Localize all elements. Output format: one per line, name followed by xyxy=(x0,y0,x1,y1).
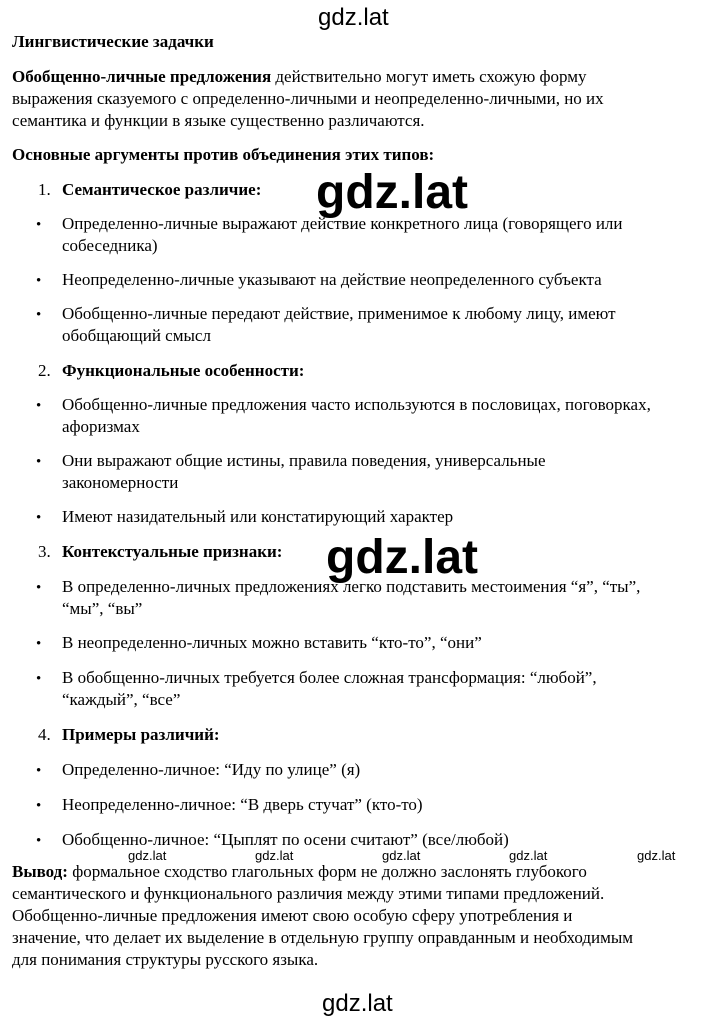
watermark-small: gdz.lat xyxy=(255,848,294,863)
watermark-top: gdz.lat xyxy=(318,4,389,31)
bullet-icon: • xyxy=(36,454,42,470)
bullet-icon: • xyxy=(36,763,42,779)
intro-line-3: семантика и функции в языке существенно различаются. xyxy=(12,111,425,130)
section-label: Контекстуальные признаки: xyxy=(62,542,283,561)
bullet-icon: • xyxy=(36,671,42,687)
watermark-large: gdz.lat xyxy=(316,166,468,219)
bullet-icon: • xyxy=(36,833,42,849)
bullet-icon: • xyxy=(36,398,42,414)
section-number: 3. xyxy=(38,542,51,561)
conclusion-line-3: Обобщенно-личные предложения имеют свою особую сферу употребления и xyxy=(12,906,573,925)
bullet-icon: • xyxy=(36,580,42,596)
document-title: Лингвистические задачки xyxy=(12,32,214,51)
section-number: 2. xyxy=(38,361,51,380)
list-item-line: закономерности xyxy=(62,473,179,492)
bullet-icon: • xyxy=(36,273,42,289)
bullet-icon: • xyxy=(36,636,42,652)
conclusion-line-1-text: формальное сходство глагольных форм не должно заслонять глубокого xyxy=(67,862,587,881)
conclusion-label: Вывод: xyxy=(12,862,68,881)
section-label: Примеры различий: xyxy=(62,725,220,744)
conclusion-line-1 xyxy=(12,861,712,883)
list-item-line: Неопределенно-личные указывают на действие неопределенного субъекта xyxy=(62,270,602,289)
list-item-line: Имеют назидательный или констатирующий характер xyxy=(62,507,454,526)
bullet-icon: • xyxy=(36,798,42,814)
conclusion-line-2: семантического и функционального различия между этими типами предложений. xyxy=(12,884,605,903)
conclusion-line-5: для понимания структуры русского языка. xyxy=(12,950,319,969)
list-item-line: Определенно-личное: “Иду по улице” (я) xyxy=(62,760,361,779)
watermark-small: gdz.lat xyxy=(382,848,421,863)
watermark-large: gdz.lat xyxy=(326,531,478,584)
list-item-line: В неопределенно-личных можно вставить “кто-то”, “они” xyxy=(62,633,482,652)
list-item-line: Обобщенно-личные предложения часто используются в пословицах, поговорках, xyxy=(62,395,651,414)
watermark-small: gdz.lat xyxy=(128,848,167,863)
intro-line-1-text: действительно могут иметь схожую форму xyxy=(271,67,587,86)
intro-term: Обобщенно-личные предложения xyxy=(12,67,272,86)
intro-line-1 xyxy=(12,66,712,88)
list-item-line: Обобщенно-личные передают действие, применимое к любому лицу, имеют xyxy=(62,304,616,323)
arguments-heading: Основные аргументы против объединения этих типов: xyxy=(12,145,435,164)
section-number: 4. xyxy=(38,725,51,744)
list-item-line: В обобщенно-личных требуется более сложная трансформация: “любой”, xyxy=(62,668,597,687)
watermark-small: gdz.lat xyxy=(509,848,548,863)
list-item-line: Они выражают общие истины, правила поведения, универсальные xyxy=(62,451,546,470)
list-item-line: Обобщенно-личное: “Цыплят по осени считают” (все/любой) xyxy=(62,830,509,849)
conclusion-line-4: значение, что делает их выделение в отдельную группу оправданным и необходимым xyxy=(12,928,634,947)
bullet-icon: • xyxy=(36,510,42,526)
intro-line-2: выражения сказуемого с определенно-личными и неопределенно-личными, но их xyxy=(12,89,604,108)
section-label: Функциональные особенности: xyxy=(62,361,305,380)
list-item-line: собеседника) xyxy=(62,236,158,255)
bullet-icon: • xyxy=(36,217,42,233)
list-item-line: “каждый”, “все” xyxy=(62,690,181,709)
list-item-line: Определенно-личные выражают действие конкретного лица (говорящего или xyxy=(62,214,623,233)
watermark-bottom: gdz.lat xyxy=(322,990,393,1017)
list-item-line: В определенно-личных предложениях легко подставить местоимения “я”, “ты”, xyxy=(62,577,641,596)
bullet-icon: • xyxy=(36,307,42,323)
list-item-line: “мы”, “вы” xyxy=(62,599,143,618)
list-item-line: обобщающий смысл xyxy=(62,326,211,345)
watermark-small: gdz.lat xyxy=(637,848,676,863)
list-item-line: Неопределенно-личное: “В дверь стучат” (кто-то) xyxy=(62,795,423,814)
section-number: 1. xyxy=(38,180,51,199)
section-label: Семантическое различие: xyxy=(62,180,262,199)
list-item-line: афоризмах xyxy=(62,417,140,436)
